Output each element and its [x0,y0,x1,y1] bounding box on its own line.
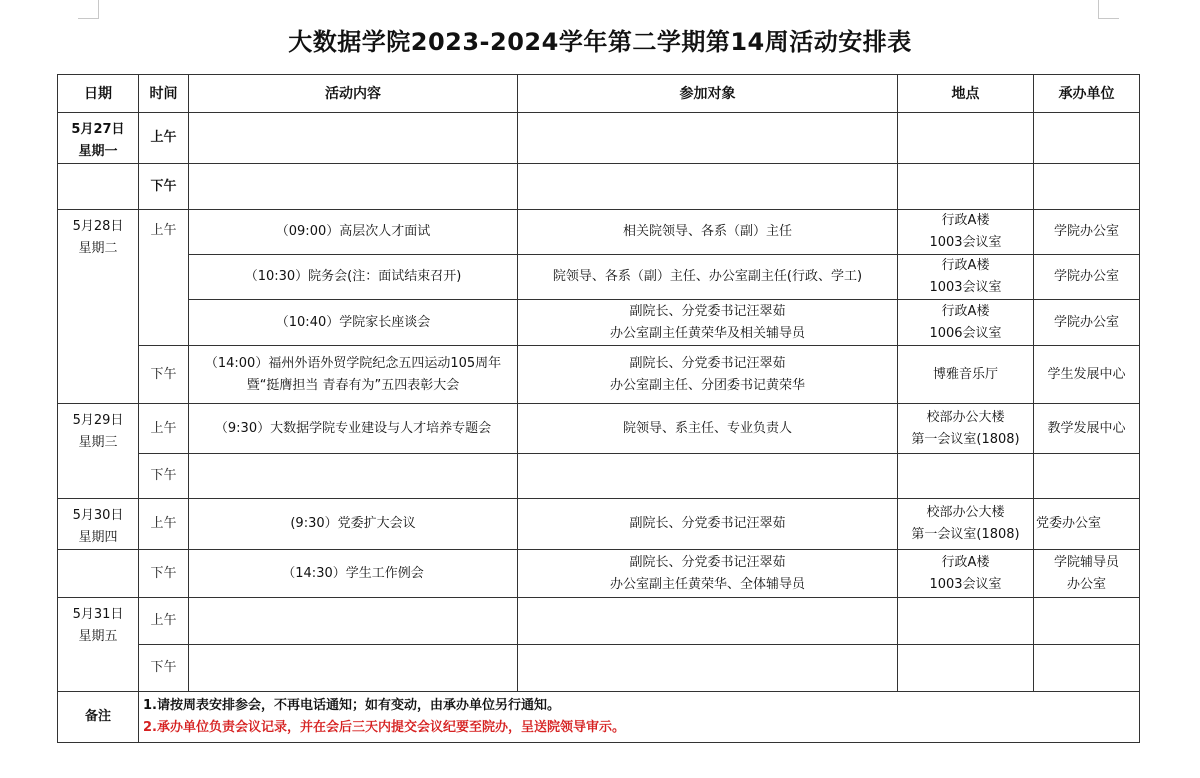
organizer-cell: 党委办公室 [1034,499,1140,550]
organizer-cell: 学院办公室 [1034,210,1140,255]
location-cell [898,499,1034,550]
location-cell [898,113,1034,164]
content-line: 暨“挺膺担当 青春有为”五四表彰大会 [246,377,460,393]
location-cell [898,550,1034,598]
table-row [58,113,1140,164]
content-cell [189,645,518,692]
location-cell [898,300,1034,346]
table-row [58,164,1140,210]
organizer-cell [1034,598,1140,645]
header-organizer: 承办单位 [1034,75,1140,113]
content-cell [189,164,518,210]
location-line: 第一会议室(1808) [911,431,1020,447]
date-cell [58,598,139,692]
date-label: 5月28日 [72,219,124,234]
table-row [58,255,1140,300]
location-line: 1006会议室 [929,325,1002,341]
attendees-cell: 副院长、分党委书记汪翠茹 [518,499,898,550]
content-line: （14:00）福州外语外贸学院纪念五四运动105周年 [204,355,502,371]
location-line: 1003会议室 [929,576,1002,592]
header-location: 地点 [898,75,1034,113]
organizer-cell: 学院办公室 [1034,255,1140,300]
organizer-cell: 学院办公室 [1034,300,1140,346]
attendees-cell [518,598,898,645]
attendees-line: 副院长、分党委书记汪翠茹 [629,303,786,319]
location-line: 校部办公大楼 [926,409,1005,425]
header-row [58,75,1140,113]
location-line: 1003会议室 [929,280,1002,295]
header-attendees: 参加对象 [518,75,898,113]
date-cell [58,499,139,550]
remarks-label: 备注 [58,692,139,743]
time-cell: 下午 [139,346,189,404]
attendees-cell [518,346,898,404]
content-cell: （09:00）高层次人才面试 [189,210,518,255]
table-row [58,550,1140,598]
attendees-line: 办公室副主任、分团委书记黄荣华 [609,377,805,393]
table-row [58,645,1140,692]
page-title: 大数据学院2023-2024学年第二学期第14周活动安排表 [288,28,912,56]
header-time: 时间 [139,75,189,113]
schedule-table [57,74,1140,743]
crop-mark-top-right [1098,0,1119,19]
attendees-cell: 院领导、各系（副）主任、办公室副主任(行政、学工) [518,255,898,300]
time-cell: 下午 [139,164,189,210]
remark-line-2: 2.承办单位负责会议记录，并在会后三天内提交会议纪要至院办，呈送院领导审示。 [143,720,625,735]
organizer-cell: 学生发展中心 [1034,346,1140,404]
location-cell [898,404,1034,454]
header-content: 活动内容 [189,75,518,113]
organizer-cell [1034,164,1140,210]
attendees-cell [518,454,898,499]
attendees-line: 办公室副主任黄荣华及相关辅导员 [609,325,805,341]
location-cell: 博雅音乐厅 [898,346,1034,404]
date-cell [58,113,139,164]
table-row [58,499,1140,550]
organizer-cell [1034,113,1140,164]
location-cell [898,210,1034,255]
organizer-cell [1034,454,1140,499]
table-row [58,404,1140,454]
attendees-cell [518,550,898,598]
header-date: 日期 [58,75,139,113]
organizer-cell [1034,550,1140,598]
attendees-cell [518,113,898,164]
location-line: 行政A楼 [941,303,990,319]
time-cell: 上午 [139,210,189,346]
date-label: 5月27日 [71,122,125,137]
attendees-line: 副院长、分党委书记汪翠茹 [629,554,786,570]
content-cell: （9:30）大数据学院专业建设与人才培养专题会 [189,404,518,454]
date-label: 5月31日 [72,607,124,622]
location-cell [898,454,1034,499]
content-cell [189,346,518,404]
remark-line-1: 1.请按周表安排参会，不再电话通知；如有变动，由承办单位另行通知。 [143,698,560,713]
content-cell [189,454,518,499]
attendees-cell: 院领导、系主任、专业负责人 [518,404,898,454]
time-cell: 上午 [139,499,189,550]
weekday-label: 星期五 [78,629,118,644]
content-cell: （10:30）院务会(注：面试结束召开) [189,255,518,300]
table-row [58,346,1140,404]
table-row [58,598,1140,645]
location-line: 行政A楼 [941,258,990,273]
location-line: 第一会议室(1808) [911,527,1020,542]
time-cell: 下午 [139,550,189,598]
location-line: 行政A楼 [941,554,990,570]
location-line: 校部办公大楼 [926,505,1005,520]
weekday-label: 星期四 [78,530,118,545]
content-cell [189,113,518,164]
location-cell [898,645,1034,692]
time-cell: 下午 [139,454,189,499]
date-label: 5月29日 [72,413,124,428]
remarks-cell [139,692,1140,743]
location-cell [898,598,1034,645]
table-row [58,300,1140,346]
date-cell [58,550,139,598]
location-line: 1003会议室 [929,235,1002,250]
content-cell [189,598,518,645]
location-cell [898,255,1034,300]
date-cell [58,210,139,404]
time-cell: 下午 [139,645,189,692]
content-cell: （10:40）学院家长座谈会 [189,300,518,346]
organizer-cell: 教学发展中心 [1034,404,1140,454]
time-cell: 上午 [139,404,189,454]
table-row [58,454,1140,499]
weekday-label: 星期二 [78,241,118,256]
time-cell: 上午 [139,598,189,645]
content-cell: （14:30）学生工作例会 [189,550,518,598]
table-row [58,210,1140,255]
organizer-line: 学院辅导员 [1053,554,1119,570]
attendees-cell: 相关院领导、各系（副）主任 [518,210,898,255]
location-cell [898,164,1034,210]
attendees-line: 办公室副主任黄荣华、全体辅导员 [609,576,805,592]
weekday-label: 星期三 [78,435,118,450]
date-label: 5月30日 [72,508,124,523]
weekday-label: 星期一 [78,144,118,159]
remarks-row [58,692,1140,743]
date-cell [58,164,139,210]
attendees-cell [518,300,898,346]
crop-mark-top-left [78,0,99,19]
attendees-line: 副院长、分党委书记汪翠茹 [629,355,786,371]
organizer-line: 办公室 [1066,576,1106,592]
content-cell: (9:30）党委扩大会议 [189,499,518,550]
organizer-cell [1034,645,1140,692]
attendees-cell [518,164,898,210]
date-cell [58,404,139,499]
attendees-cell [518,645,898,692]
location-line: 行政A楼 [941,213,990,228]
time-cell: 上午 [139,113,189,164]
